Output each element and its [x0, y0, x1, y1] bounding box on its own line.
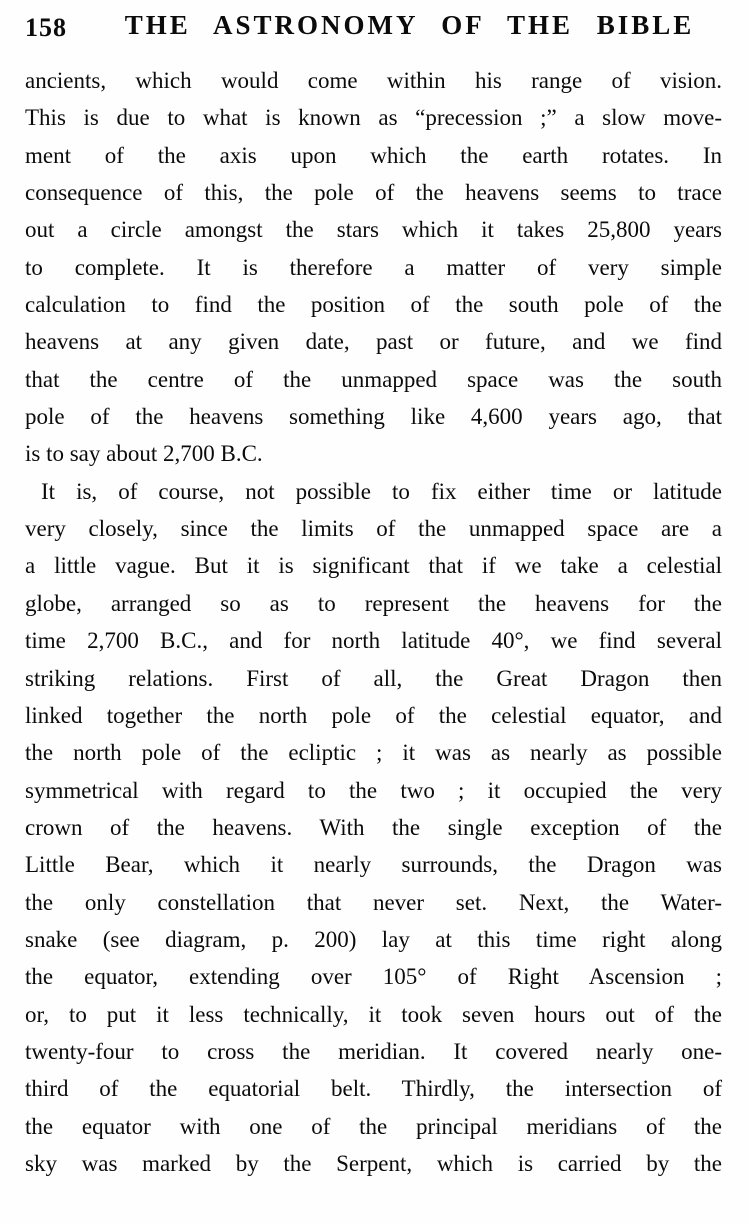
text-line: snake (see diagram, p. 200) lay at this time right along	[25, 926, 722, 952]
text-line: ancients, which would come within his range of vision.	[25, 68, 722, 93]
text-line: or, to put it less technically, it took seven hours out of the	[25, 1001, 722, 1027]
text-line: crown of the heavens. With the single exception of the	[25, 814, 722, 840]
text-line: symmetrical with regard to the two ; it occupied the very	[25, 777, 722, 803]
text-line: the north pole of the ecliptic ; it was as nearly as possible	[25, 740, 722, 766]
running-title: THE ASTRONOMY OF THE BIBLE	[124, 10, 695, 40]
text-line: This is due to what is known as “precession ;” a slow move-	[25, 105, 722, 131]
paragraph	[25, 473, 722, 1183]
text-line: twenty-four to cross the meridian. It covered nearly one-	[25, 1038, 722, 1064]
text-line: time 2,700 B.C., and for north latitude 40°, we find several	[25, 628, 722, 654]
text-line: pole of the heavens something like 4,600 years ago, that	[25, 404, 722, 430]
text-line: out a circle amongst the stars which it takes 25,800 years	[25, 217, 722, 243]
text-line: consequence of this, the pole of the heavens seems to trace	[25, 180, 722, 206]
text-line: Little Bear, which it nearly surrounds, the Dragon was	[25, 852, 722, 878]
text-line: sky was marked by the Serpent, which is carried by the	[25, 1150, 722, 1176]
text-line: striking relations. First of all, the Great Dragon then	[25, 665, 722, 691]
page-number: 158	[25, 13, 67, 42]
text-line: the equator with one of the principal meridians of the	[25, 1113, 722, 1139]
text-line: is to say about 2,700 B.C.	[25, 441, 263, 467]
text-line: the only constellation that never set. Next, the Water-	[25, 889, 722, 915]
text-line: third of the equatorial belt. Thirdly, the intersection of	[25, 1076, 722, 1102]
text-line: very closely, since the limits of the unmapped space are a	[25, 516, 722, 542]
text-line: linked together the north pole of the celestial equator, and	[25, 702, 722, 728]
text-line: heavens at any given date, past or future, and we find	[25, 329, 722, 355]
text-line: to complete. It is therefore a matter of very simple	[25, 254, 722, 280]
text-line: that the centre of the unmapped space was the south	[25, 366, 722, 392]
text-block	[25, 62, 722, 1182]
paragraph	[25, 62, 722, 473]
text-line: globe, arranged so as to represent the heavens for the	[25, 590, 722, 616]
text-line: calculation to find the position of the south pole of the	[25, 292, 722, 318]
text-line: the equator, extending over 105° of Right Ascension ;	[25, 964, 722, 990]
text-line: It is, of course, not possible to fix either time or latitude	[41, 478, 722, 504]
text-line: a little vague. But it is significant that if we take a celestial	[25, 553, 722, 579]
page-header	[25, 10, 722, 46]
text-line: ment of the axis upon which the earth rotates. In	[25, 142, 722, 168]
